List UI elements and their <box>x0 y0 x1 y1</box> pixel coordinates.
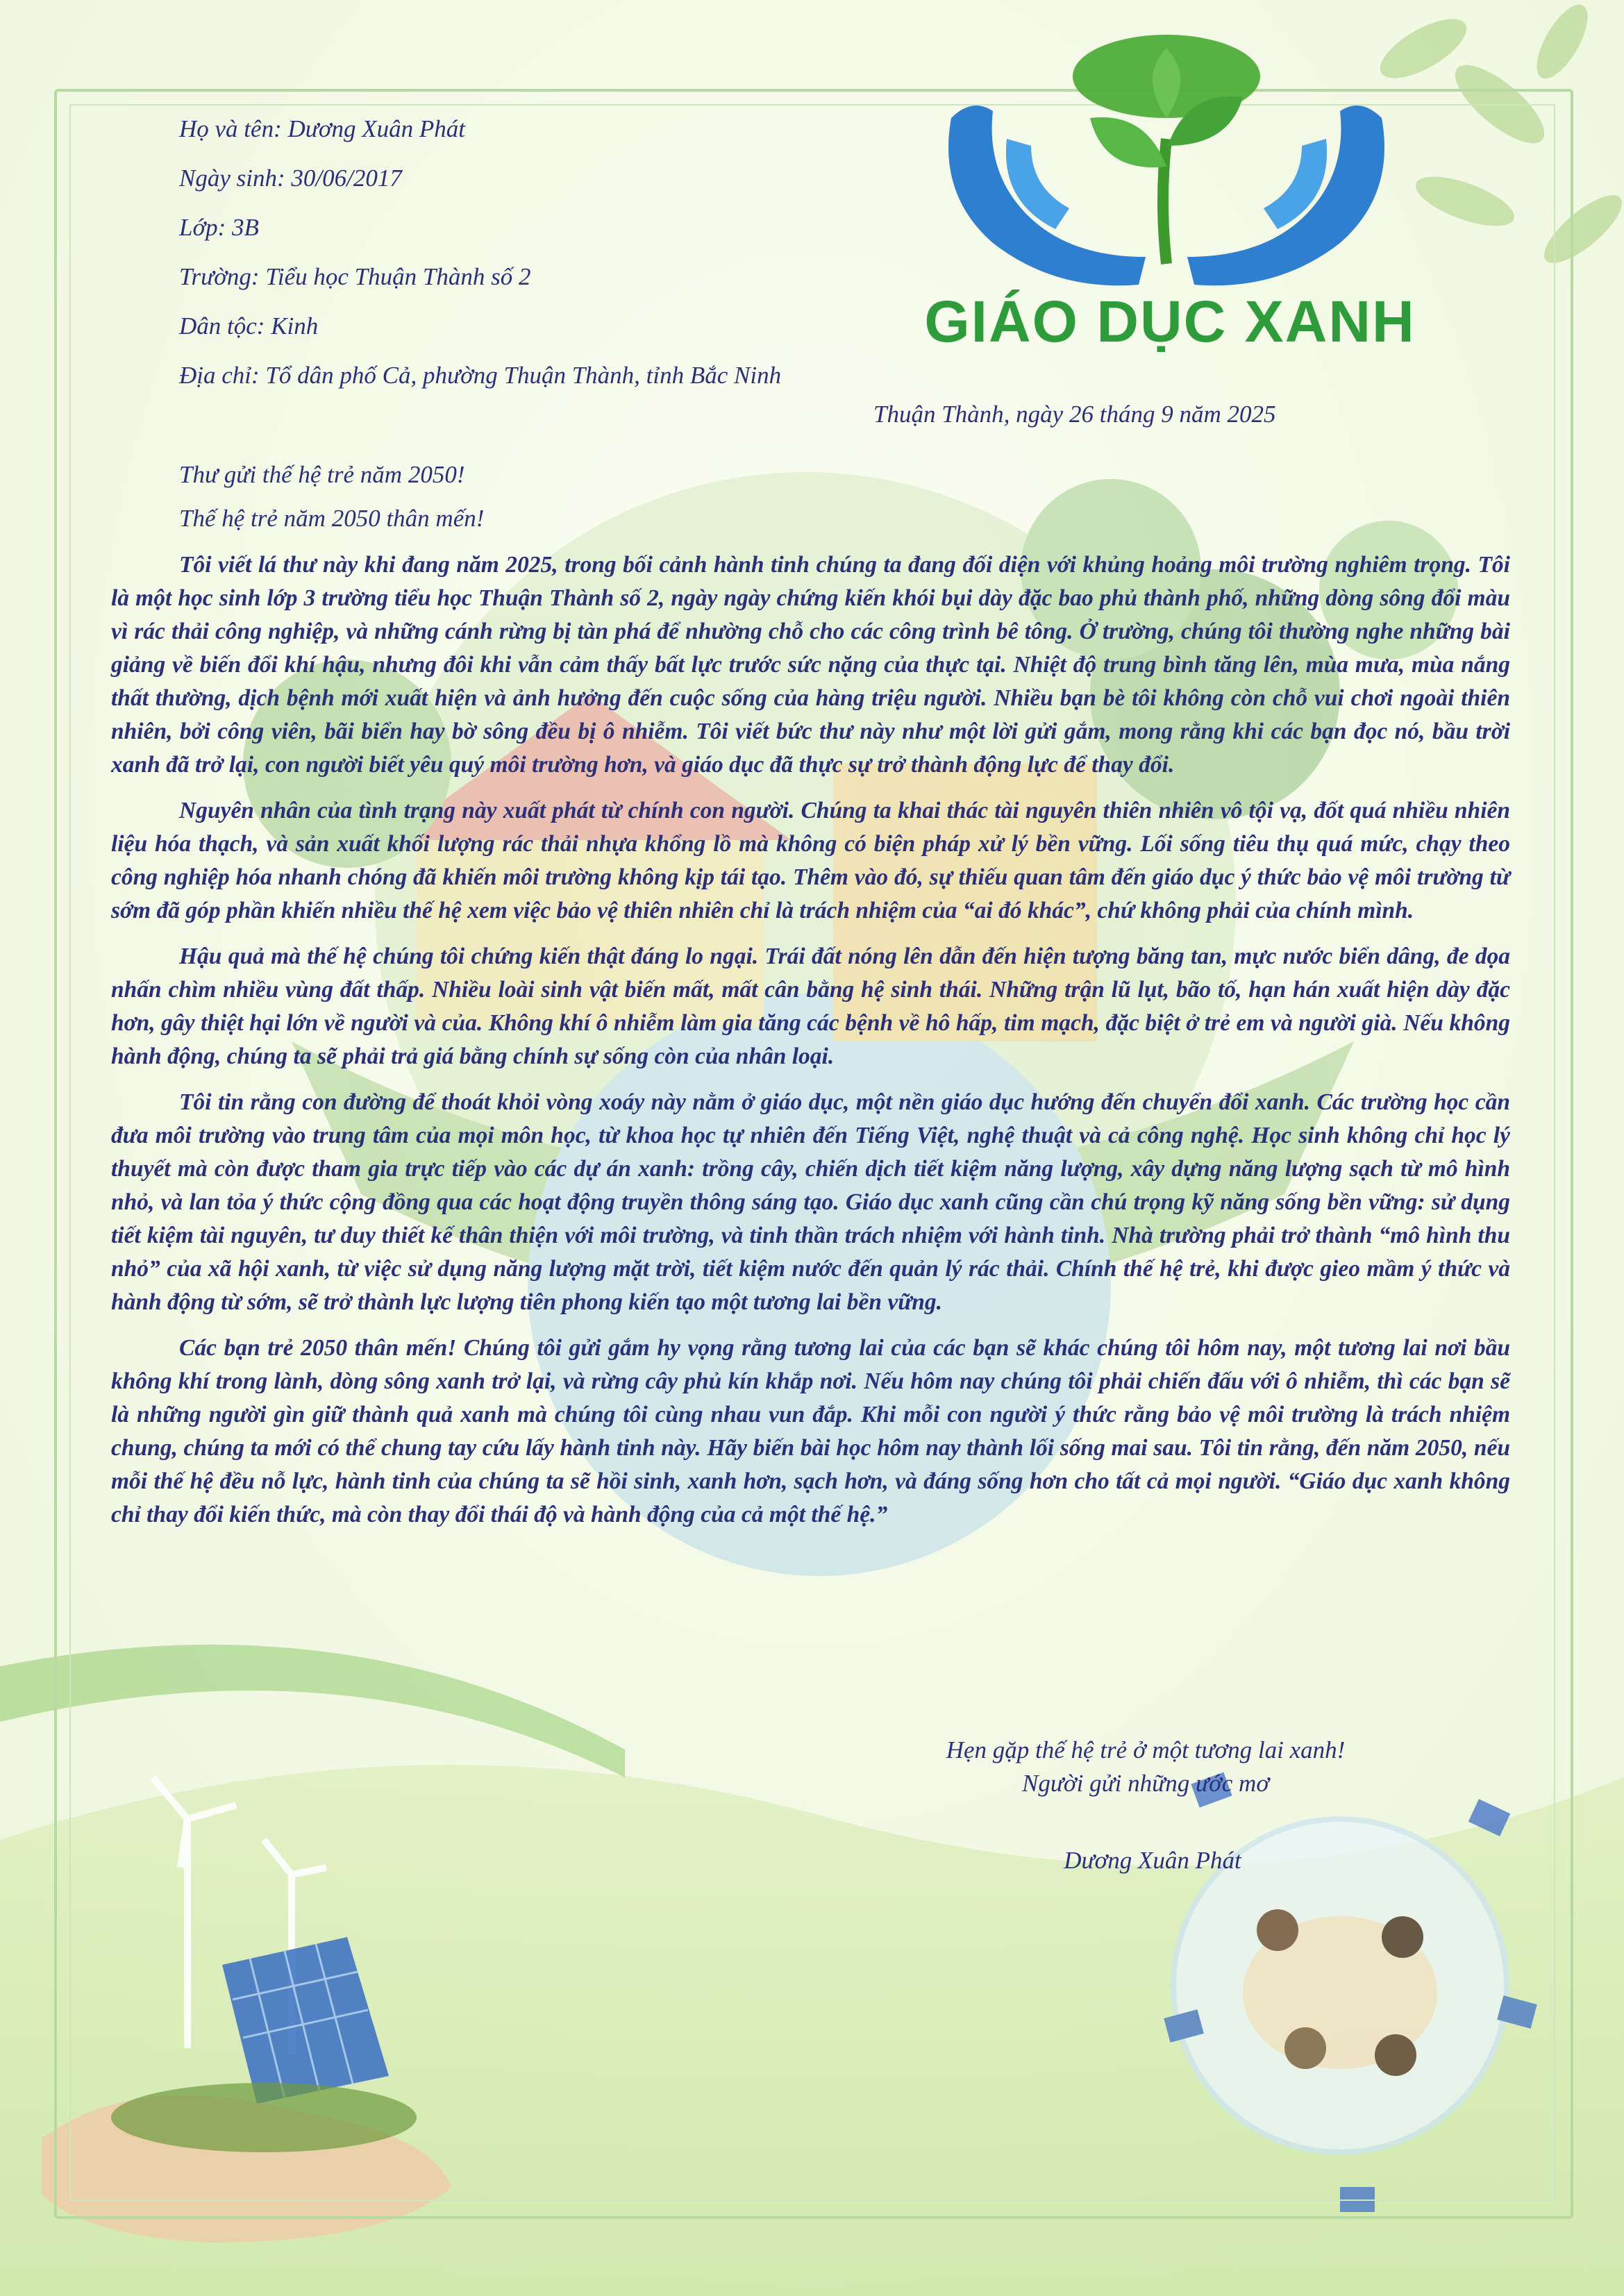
paragraph: Các bạn trẻ 2050 thân mến! Chúng tôi gửi gắm hy vọng rằng tương lai của các bạn sẽ khác chúng tôi hôm nay, một tương lai nơi bầu không khí trong lành, dòng sông xanh trở lại, và rừng cây phủ kín khắp nơi. Nếu hôm nay chúng tôi phải chiến đấu với ô nhiễm, thì các bạn sẽ là những người gìn giữ thành quả xanh mà chúng tôi cùng nhau vun đắp. Khi mỗi con người ý thức rằng bảo vệ môi trường là trách nhiệm chung, chúng ta mới có thể chung tay cứu lấy hành tinh này. Hãy biến bài học hôm nay thành lối sống mai sau. Tôi tin rằng, đến năm 2050, nếu mỗi thế hệ đều nỗ lực, hành tinh của chúng ta sẽ hồi sinh, xanh hơn, sạch hơn, và đáng sống hơn cho tất cả mọi người. “Giáo dục xanh không chỉ thay đổi kiến thức, mà còn thay đổi thái độ và hành động của cả một thế hệ.” <box>111 1335 1510 1527</box>
logo-text: GIÁO DỤC XANH <box>924 289 1416 354</box>
closing-line-2: Người gửi những ước mơ <box>1022 1770 1269 1797</box>
student-ethnicity: Dân tộc: Kinh <box>179 312 319 340</box>
signature: Dương Xuân Phát <box>1064 1847 1241 1874</box>
letter-title: Thư gửi thế hệ trẻ năm 2050! <box>179 461 465 488</box>
closing <box>833 1734 1458 1800</box>
greeting <box>179 453 484 540</box>
date-line: Thuận Thành, ngày 26 tháng 9 năm 2025 <box>873 401 1276 428</box>
salutation: Thế hệ trẻ năm 2050 thân mến! <box>179 505 485 532</box>
student-class: Lớp: 3B <box>179 214 259 241</box>
paragraph: Hậu quả mà thế hệ chúng tôi chứng kiến thật đáng lo ngại. Trái đất nóng lên dẫn đến hiện tượng băng tan, mực nước biển dâng, đe dọa nhấn chìm nhiều vùng đất thấp. Nhiều loài sinh vật biến mất, mất cân bằng hệ sinh thái. Những trận lũ lụt, bão tố, hạn hán xuất hiện dày đặc hơn, gây thiệt hại lớn về người và của. Không khí ô nhiễm làm gia tăng các bệnh về hô hấp, tim mạch, đặc biệt ở trẻ em và người già. Nếu không hành động, chúng ta sẽ phải trả giá bằng chính sự sống còn của nhân loại. <box>111 944 1510 1069</box>
student-birthdate: Ngày sinh: 30/06/2017 <box>179 165 402 192</box>
paragraph: Tôi tin rằng con đường để thoát khỏi vòng xoáy này nằm ở giáo dục, một nền giáo dục hướng đến chuyển đổi xanh. Các trường học cần đưa môi trường vào trung tâm của mọi môn học, từ khoa học tự nhiên đến Tiếng Việt, nghệ thuật và cả công nghệ. Học sinh không chỉ học lý thuyết mà còn được tham gia trực tiếp vào các dự án xanh: trồng cây, chiến dịch tiết kiệm năng lượng, xây dựng năng lượng sạch từ mô hình nhỏ, và lan tỏa ý thức cộng đồng qua các hoạt động truyền thông sáng tạo. Giáo dục xanh cũng cần chú trọng kỹ năng sống bền vững: sử dụng tiết kiệm tài nguyên, tư duy thiết kế thân thiện với môi trường, và tinh thần trách nhiệm với hành tinh. Nhà trường phải trở thành “mô hình thu nhỏ” của xã hội xanh, từ việc sử dụng năng lượng mặt trời, tiết kiệm nước đến quản lý rác thải. Chính thế hệ trẻ, khi được gieo mầm ý thức và hành động từ sớm, sẽ trở thành lực lượng tiên phong kiến tạo một tương lai bền vững. <box>111 1089 1510 1315</box>
student-info <box>179 104 781 400</box>
sprout-icon <box>1073 35 1260 264</box>
letter-body <box>111 548 1510 1544</box>
paragraph: Nguyên nhân của tình trạng này xuất phát từ chính con người. Chúng ta khai thác tài nguyên thiên nhiên vô tội vạ, đốt quá nhiều nhiên liệu hóa thạch, và sản xuất khối lượng rác thải nhựa khổng lồ mà không có biện pháp xử lý bền vững. Lối sống tiêu thụ quá mức, chạy theo công nghiệp hóa nhanh chóng đã khiến môi trường không kịp tái tạo. Thêm vào đó, sự thiếu quan tâm đến giáo dục ý thức bảo vệ môi trường từ sớm đã góp phần khiến nhiều thế hệ xem việc bảo vệ thiên nhiên chỉ là trách nhiệm của “ai đó khác”, chứ không phải của chính mình. <box>111 798 1510 923</box>
student-school: Trường: Tiểu học Thuận Thành số 2 <box>179 263 531 290</box>
student-address: Địa chỉ: Tổ dân phố Cả, phường Thuận Thành, tỉnh Bắc Ninh <box>179 362 782 389</box>
closing-line-1: Hẹn gặp thế hệ trẻ ở một tương lai xanh! <box>946 1736 1346 1763</box>
paragraph: Tôi viết lá thư này khi đang năm 2025, trong bối cảnh hành tinh chúng ta đang đối diện với khủng hoảng môi trường nghiêm trọng. Tôi là một học sinh lớp 3 trường tiểu học Thuận Thành số 2, ngày ngày chứng kiến khói bụi dày đặc bao phủ thành phố, những dòng sông đổi màu vì rác thải công nghiệp, và những cánh rừng bị tàn phá để nhường chỗ cho các công trình bê tông. Ở trường, chúng tôi thường nghe những bài giảng về biến đổi khí hậu, nhưng đôi khi vẫn cảm thấy bất lực trước sức nặng của thực tại. Nhiệt độ trung bình tăng lên, mùa mưa, mùa nắng thất thường, dịch bệnh mới xuất hiện và ảnh hưởng đến cuộc sống của hàng triệu người. Nhiều bạn bè tôi không còn chỗ vui chơi ngoài thiên nhiên, bởi công viên, bãi biển hay bờ sông đều bị ô nhiễm. Tôi viết bức thư này như một lời gửi gắm, mong rằng khi các bạn đọc nó, bầu trời xanh đã trở lại, con người biết yêu quý môi trường hơn, và giáo dục đã thực sự trở thành động lực để thay đổi. <box>111 552 1510 778</box>
student-name: Họ và tên: Dương Xuân Phát <box>179 115 466 142</box>
